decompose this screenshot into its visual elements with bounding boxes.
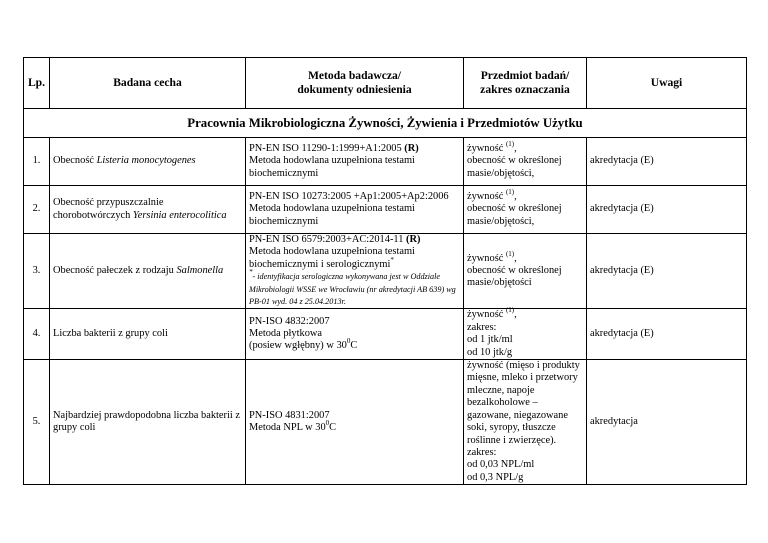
section-row <box>24 109 747 138</box>
row-uwagi: akredytacja <box>587 360 747 485</box>
header-uwagi: Uwagi <box>587 58 747 109</box>
table-row <box>24 309 747 360</box>
row-uwagi: akredytacja (E) <box>587 309 747 360</box>
row-cecha: Najbardziej prawdopodobna liczba bakterii z grupy coli <box>50 360 246 485</box>
header-metoda: Metoda badawcza/ dokumenty odniesienia <box>246 58 464 109</box>
row-uwagi: akredytacja (E) <box>587 138 747 186</box>
row-przedmiot: żywność $^{(1)}$, zakres: od 1 jtk/ml od 10 jtk/g <box>464 309 587 360</box>
header-przedmiot: Przedmiot badań/ zakres oznaczania <box>464 58 587 109</box>
row-metoda: PN-EN ISO 6579:2003+AC:2014-11 (R) Metoda hodowlana uzupełniona testami biochemicznymi i serologicznymi* *- identyfikacja serologiczna wykonywana jest w Oddziale Mikrobiologii WSSE we Wrocławiu (nr akredytacji AB 639) wg PB-01 wyd. 04 z 25.04.2013r. <box>246 234 464 309</box>
section-title: Pracownia Mikrobiologiczna Żywności, Żywienia i Przedmiotów Użytku <box>24 109 747 138</box>
row-number: 3. <box>24 234 50 309</box>
row-przedmiot: żywność $^{(1)}$, obecność w określonej masie/objętości, <box>464 186 587 234</box>
row-cecha: Obecność pałeczek z rodzaju Salmonella <box>50 234 246 309</box>
header-row <box>24 58 747 109</box>
row-przedmiot: żywność $^{(1)}$, obecność w określonej masie/objętości <box>464 234 587 309</box>
table-row <box>24 234 747 309</box>
footnote: *- identyfikacja serologiczna wykonywana jest w Oddziale Mikrobiologii WSSE we Wrocławiu (nr akredytacji AB 639) wg PB-01 wyd. 04 z 25.04.2013r. <box>249 268 456 307</box>
table-row <box>24 360 747 485</box>
row-przedmiot: żywność (mięso i produkty mięsne, mleko i przetwory mleczne, napoje bezalkoholowe – gazowane, niegazowane soki, syropy, tłuszcze roślinne i zwierzęce). zakres: od 0,03 NPL/ml od 0,3 NPL/g <box>464 360 587 485</box>
row-metoda: PN-EN ISO 11290-1:1999+A1:2005 (R) Metoda hodowlana uzupełniona testami biochemicznymi <box>246 138 464 186</box>
row-number: 4. <box>24 309 50 360</box>
row-metoda: PN-ISO 4832:2007 Metoda płytkowa (posiew wgłębny) w $30^0C$ <box>246 309 464 360</box>
table-row <box>24 186 747 234</box>
row-uwagi: akredytacja (E) <box>587 234 747 309</box>
header-cecha: Badana cecha <box>50 58 246 109</box>
row-metoda: PN-ISO 4831:2007 Metoda NPL w $30^0C$ <box>246 360 464 485</box>
row-cecha: Liczba bakterii z grupy coli <box>50 309 246 360</box>
accreditation-table <box>23 57 747 485</box>
row-number: 5. <box>24 360 50 485</box>
table-row <box>24 138 747 186</box>
header-lp: Lp. <box>24 58 50 109</box>
row-cecha: Obecność przypuszczalnie chorobotwórczych Yersinia enterocolitica <box>50 186 246 234</box>
row-przedmiot: żywność $^{(1)}$, obecność w określonej masie/objętości, <box>464 138 587 186</box>
row-number: 2. <box>24 186 50 234</box>
row-number: 1. <box>24 138 50 186</box>
row-cecha: Obecność Listeria monocytogenes <box>50 138 246 186</box>
row-metoda: PN-EN ISO 10273:2005 +Ap1:2005+Ap2:2006 Metoda hodowlana uzupełniona testami biochemicznymi <box>246 186 464 234</box>
row-uwagi: akredytacja (E) <box>587 186 747 234</box>
